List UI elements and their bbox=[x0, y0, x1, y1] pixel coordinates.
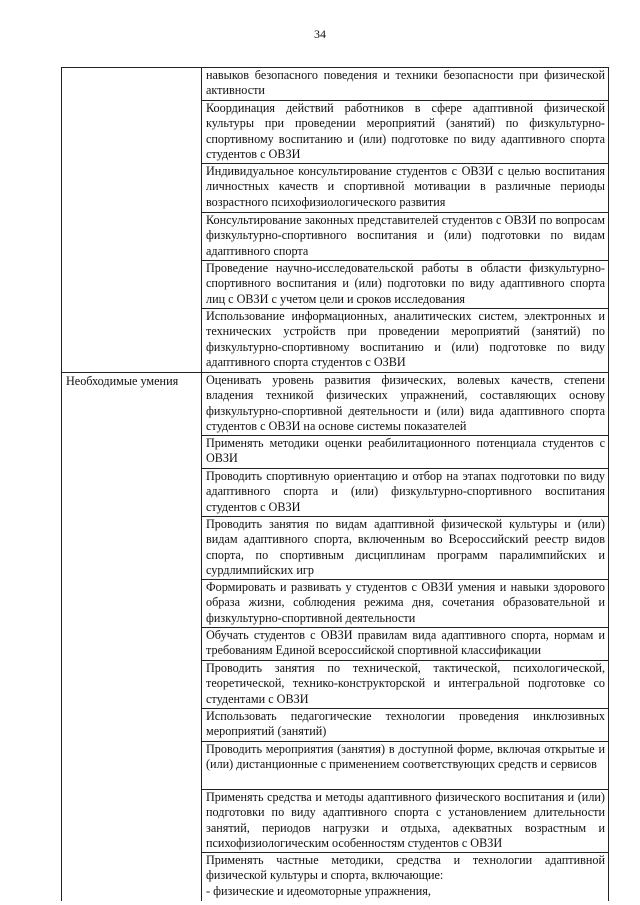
table-cell: Проведение научно-исследовательской работы в области физкультурно-спортивного воспитания и (или) подготовки по виду адаптивного спорта лиц с ОВЗИ с учетом цели и сроков исследования bbox=[202, 261, 608, 309]
section-label bbox=[62, 68, 202, 372]
table-cell: Проводить занятия по технической, тактической, психологической, теоретической, технико-конструкторской и интегральной подготовке со студентами с ОВЗИ bbox=[202, 661, 608, 709]
table-cell: Консультирование законных представителей студентов с ОВЗИ по вопросам физкультурно-спортивного воспитания и (или) подготовки по видам адаптивного спорта bbox=[202, 213, 608, 261]
table-cell: навыков безопасного поведения и техники безопасности при физической активности bbox=[202, 68, 608, 101]
table-cell: Формировать и развивать у студентов с ОВЗИ умения и навыки здорового образа жизни, соблюдения режима дня, сочетания образовательной и физкультурно-спортивной деятельности bbox=[202, 580, 608, 628]
page-number: 34 bbox=[314, 27, 326, 41]
table-cell: Применять методики оценки реабилитационного потенциала студентов с ОВЗИ bbox=[202, 436, 608, 469]
table-cell: Применять средства и методы адаптивного физического воспитания и (или) подготовки по виду адаптивного спорта с установлением длительности занятий, периодов нагрузки и отдыха, адекватных возрастным и психофизиологическим особенностям студентов с ОВЗИ bbox=[202, 790, 608, 853]
table-cell: Использование информационных, аналитических систем, электронных и технических устройств при проведении мероприятий (занятий) по физкультурно-спортивному воспитанию и (или) подготовке по виду адаптивного спорта студентов с ОЗВИ bbox=[206, 309, 605, 370]
table-cell: Обучать студентов с ОВЗИ правилам вида адаптивного спорта, нормам и требованиям Единой всероссийской спортивной классификации bbox=[202, 628, 608, 661]
table-cell: Оценивать уровень развития физических, волевых качеств, степени владения техникой физических упражнений, составляющих основу физкультурно-спортивной деятельности и (или) вида адаптивного спорта студентов с ОВЗИ на основе системы показателей bbox=[202, 373, 608, 436]
table-cell: Использовать педагогические технологии проведения инклюзивных мероприятий (занятий) bbox=[202, 709, 608, 742]
table-cell: Применять частные методики, средства и технологии адаптивной физической культуры и спорта, включающие: - физические и идеомоторные упражнения, bbox=[206, 853, 605, 898]
competency-table bbox=[61, 67, 609, 901]
section-rows bbox=[202, 373, 608, 901]
table-cell: Проводить спортивную ориентацию и отбор на этапах подготовки по виду адаптивного спорта и (или) физкультурно-спортивного воспитания студентов с ОВЗИ bbox=[202, 469, 608, 517]
section-rows bbox=[202, 68, 608, 372]
table-cell: Проводить мероприятия (занятия) в доступной форме, включая открытые и (или) дистанционные с применением соответствующих средств и сервисов bbox=[202, 742, 608, 790]
table-cell: Проводить занятия по видам адаптивной физической культуры и (или) видам адаптивного спорта, включенным во Всероссийский реестр видов спорта, по спортивным дисциплинам программ паралимпийских и сурдлимпийских игр bbox=[202, 517, 608, 580]
table-section-skills bbox=[62, 373, 608, 901]
section-label: Необходимые умения bbox=[62, 373, 202, 901]
table-section-tasks bbox=[62, 68, 608, 373]
table-cell: Индивидуальное консультирование студентов с ОВЗИ с целью воспитания личностных качеств и спортивной мотивации в различные периоды возрастного психофизиологического развития bbox=[202, 164, 608, 213]
table-cell: Координация действий работников в сфере адаптивной физической культуры при проведении мероприятий (занятий) по физкультурно-спортивному воспитанию и (или) подготовке по виду адаптивного спорта студентов с ОВЗИ bbox=[202, 101, 608, 164]
